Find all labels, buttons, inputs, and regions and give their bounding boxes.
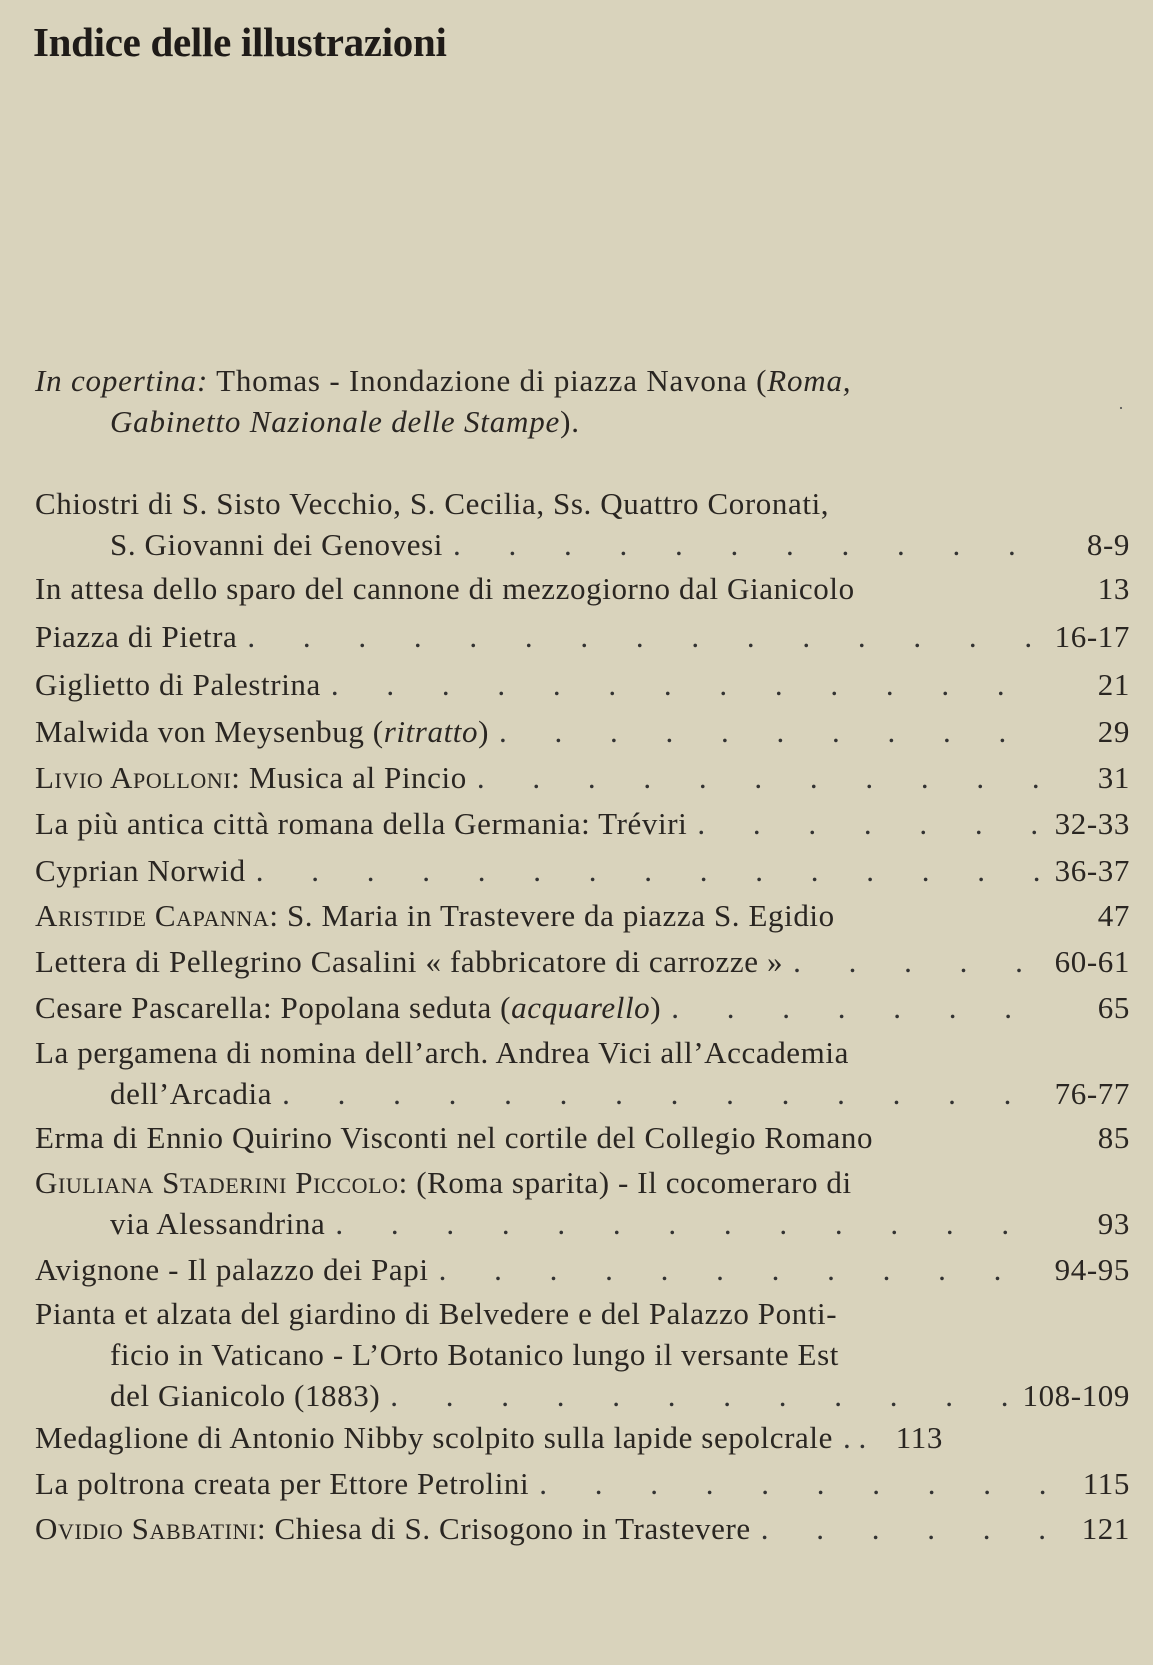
entry-text: Cyprian Norwid bbox=[35, 853, 246, 888]
list-item bbox=[35, 1463, 1130, 1504]
entry-text: Erma di Ennio Quirino Visconti nel cortile del Collegio Romano bbox=[35, 1120, 874, 1155]
page-number: 29 bbox=[1097, 714, 1130, 749]
dot-leader bbox=[282, 1073, 1049, 1114]
page-number: 121 bbox=[1081, 1511, 1130, 1546]
dot-leader bbox=[499, 711, 1054, 752]
cover-label: In copertina: bbox=[35, 363, 209, 398]
entry-text: Livio Apolloni: Musica al Pincio bbox=[35, 760, 467, 795]
author-name: Aristide Capanna: bbox=[35, 898, 279, 933]
page-number: 32-33 bbox=[1054, 806, 1130, 841]
cover-text: Thomas - Inondazione di piazza Navona ( bbox=[216, 363, 768, 398]
list-item bbox=[35, 616, 1130, 657]
entry-text: Pianta et alzata del giardino di Belvedere e del Palazzo Ponti- bbox=[35, 1296, 838, 1331]
dot-leader bbox=[390, 1375, 1016, 1416]
entry-text: Piazza di Pietra bbox=[35, 619, 238, 654]
dot-leader bbox=[477, 757, 1054, 798]
entry-text: Cesare Pascarella: Popolana seduta (acquarello) bbox=[35, 990, 662, 1025]
list-item bbox=[35, 1117, 1130, 1158]
cover-caption bbox=[35, 360, 1035, 442]
dot-leader bbox=[439, 1249, 1049, 1290]
entry-text-cont: via Alessandrina bbox=[110, 1206, 326, 1241]
dot-leader bbox=[335, 1203, 1054, 1244]
list-item bbox=[35, 664, 1130, 705]
entry-text: Giuliana Staderini Piccolo: (Roma sparita) - Il cocomeraro di bbox=[35, 1165, 852, 1200]
dot-leader bbox=[697, 803, 1048, 844]
page-number: 85 bbox=[1097, 1120, 1130, 1155]
author-name: Giuliana Staderini Piccolo: bbox=[35, 1165, 408, 1200]
list-item bbox=[35, 850, 1130, 891]
author-name: Livio Apolloni: bbox=[35, 760, 241, 795]
dot-leader bbox=[256, 850, 1049, 891]
page-number: 60-61 bbox=[1054, 944, 1130, 979]
entry-text: Medaglione di Antonio Nibby scolpito sulla lapide sepolcrale bbox=[35, 1420, 833, 1455]
dot-leader bbox=[247, 616, 1048, 657]
dot-leader bbox=[331, 664, 1054, 705]
entry-text: La più antica città romana della Germania: Tréviri bbox=[35, 806, 688, 841]
entry-text: Giglietto di Palestrina bbox=[35, 667, 321, 702]
entry-text: Avignone - Il palazzo dei Papi bbox=[35, 1252, 429, 1287]
dot-leader bbox=[761, 1508, 1054, 1549]
entry-text: Chiostri di S. Sisto Vecchio, S. Cecilia, Ss. Quattro Coronati, bbox=[35, 486, 830, 521]
entry-text-cont: S. Giovanni dei Genovesi bbox=[110, 527, 443, 562]
page-number: 8-9 bbox=[1086, 527, 1130, 562]
cover-end: ). bbox=[560, 404, 580, 439]
list-item bbox=[35, 1249, 1130, 1290]
page-number: 93 bbox=[1097, 1206, 1130, 1241]
page-number: 65 bbox=[1097, 990, 1130, 1025]
dot-leader bbox=[793, 941, 1049, 982]
page-number: 108-109 bbox=[1022, 1378, 1130, 1413]
list-item bbox=[35, 483, 1130, 565]
list-item bbox=[35, 803, 1130, 844]
list-item bbox=[35, 1417, 1130, 1458]
author-name: Ovidio Sabbatini: bbox=[35, 1511, 267, 1546]
page-number: 36-37 bbox=[1054, 853, 1130, 888]
list-item bbox=[35, 1162, 1130, 1244]
list-item bbox=[35, 568, 1130, 609]
entry-text-cont: dell’Arcadia bbox=[110, 1076, 273, 1111]
dot-leader bbox=[671, 987, 1054, 1028]
page-number: 113 bbox=[895, 1420, 943, 1455]
list-item bbox=[35, 987, 1130, 1028]
page-number: 21 bbox=[1097, 667, 1130, 702]
page-number: 76-77 bbox=[1054, 1076, 1130, 1111]
stray-mark: · bbox=[1118, 398, 1124, 418]
entry-text: In attesa dello sparo del cannone di mezzogiorno dal Gianicolo bbox=[35, 571, 855, 606]
page-number: 94-95 bbox=[1054, 1252, 1130, 1287]
entry-text: La pergamena di nomina dell’arch. Andrea Vici all’Accademia bbox=[35, 1035, 849, 1070]
cover-italic-location: Roma, bbox=[767, 363, 852, 398]
list-item bbox=[35, 1293, 1130, 1416]
entry-text: La poltrona creata per Ettore Petrolini bbox=[35, 1466, 530, 1501]
entry-text: Lettera di Pellegrino Casalini « fabbricatore di carrozze » bbox=[35, 944, 784, 979]
dot-leader bbox=[539, 1463, 1054, 1504]
list-item bbox=[35, 895, 1130, 936]
page-number: 31 bbox=[1097, 760, 1130, 795]
cover-italic-institution: Gabinetto Nazionale delle Stampe bbox=[110, 404, 561, 439]
list-item bbox=[35, 941, 1130, 982]
page-number: 47 bbox=[1097, 898, 1130, 933]
list-item bbox=[35, 1508, 1130, 1549]
dot-leader bbox=[453, 524, 1054, 565]
page-title: Indice delle illustrazioni bbox=[33, 19, 447, 65]
page-number: 16-17 bbox=[1054, 619, 1130, 654]
list-item bbox=[35, 711, 1130, 752]
page-number: 115 bbox=[1082, 1466, 1130, 1501]
list-item bbox=[35, 757, 1130, 798]
entry-text: Malwida von Meysenbug (ritratto) bbox=[35, 714, 490, 749]
page-number: 13 bbox=[1097, 571, 1130, 606]
entry-text: Ovidio Sabbatini: Chiesa di S. Crisogono in Trastevere bbox=[35, 1511, 751, 1546]
entry-text: Aristide Capanna: S. Maria in Trastevere da piazza S. Egidio bbox=[35, 898, 835, 933]
dot-leader bbox=[843, 1417, 867, 1458]
entry-text-cont: del Gianicolo (1883) bbox=[110, 1378, 381, 1413]
list-item bbox=[35, 1032, 1130, 1114]
entry-text-cont: ficio in Vaticano - L’Orto Botanico lungo il versante Est bbox=[110, 1337, 839, 1372]
